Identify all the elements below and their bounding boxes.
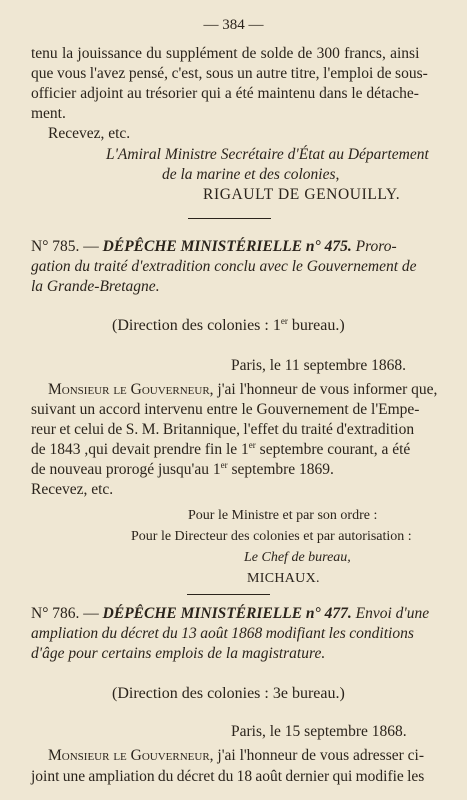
signature-role-1: L'Amiral Ministre Secrétaire d'État au Département [106, 146, 429, 163]
top-closing: Recevez, etc. [48, 125, 131, 142]
top-line-2: que vous l'avez pensé, c'est, sous un autre titre, l'emploi de sous- [31, 65, 428, 82]
doc785-date: Paris, le 11 septembre 1868. [231, 357, 407, 374]
signature-name: RIGAULT DE GENOUILLY. [203, 186, 401, 203]
doc785-number: N° 785. — [31, 238, 103, 255]
doc785-salutation: Monsieur le Gouverneur, [48, 381, 214, 398]
doc786-title: DÉPÊCHE MINISTÉRIELLE n° 477. [102, 605, 352, 622]
doc786-heading-line-3: d'âge pour certains emplois de la magistrature. [31, 645, 326, 662]
doc786-salutation: Monsieur le Gouverneur, [48, 747, 214, 764]
doc785-signature-3: Le Chef de bureau, [244, 550, 351, 565]
doc786-body-line-1: Monsieur le Gouverneur, j'ai l'honneur de vous adresser ci- [48, 747, 425, 764]
top-line-1: tenu la jouissance du supplément de solde de 300 francs, ainsi [31, 45, 420, 62]
doc785-direction: (Direction des colonies : 1er bureau.) [112, 316, 345, 334]
top-line-3: officier adjoint au trésorier qui a été maintenu dans le détache- [31, 85, 419, 102]
doc785-heading-line-3: la Grande-Bretagne. [31, 278, 160, 295]
doc785-body-line-4: de 1843 ,qui devait prendre fin le 1er septembre courant, a été [31, 440, 411, 458]
separator-rule-1 [188, 218, 271, 219]
doc785-body-line-2: suivant un accord intervenu entre le Gouvernement de l'Empe- [31, 401, 420, 418]
doc785-signature-name: MICHAUX. [247, 571, 320, 586]
doc785-heading-line-1 [31, 237, 397, 256]
separator-rule-2 [187, 594, 270, 595]
doc786-direction: (Direction des colonies : 3e bureau.) [112, 685, 345, 702]
doc785-body-line-1: Monsieur le Gouverneur, j'ai l'honneur de vous informer que, [48, 381, 438, 398]
doc785-signature-1: Pour le Ministre et par son ordre : [188, 508, 378, 523]
doc785-title: DÉPÊCHE MINISTÉRIELLE n° 475. [102, 238, 352, 255]
doc786-subject-start: Envoi d'une [351, 605, 430, 622]
top-line-4: ment. [31, 105, 66, 122]
doc785-body-line-5: de nouveau prorogé jusqu'au 1er septembre 1869. [31, 460, 334, 478]
doc786-date: Paris, le 15 septembre 1868. [231, 723, 407, 740]
signature-role-2: de la marine et des colonies, [162, 166, 340, 183]
doc785-closing: Recevez, etc. [31, 481, 114, 498]
doc785-subject-start: Proro- [351, 238, 397, 255]
doc786-body-line-2: joint une ampliation du décret du 18 août dernier qui modifie les [31, 768, 425, 785]
doc786-heading-line-1 [31, 604, 429, 623]
page-number: — 384 — [203, 17, 264, 33]
doc785-signature-2: Pour le Directeur des colonies et par autorisation : [131, 529, 412, 544]
doc786-heading-line-2: ampliation du décret du 13 août 1868 modifiant les conditions [31, 625, 414, 642]
doc785-body-line-3: reur et celui de S. M. Britannique, l'effet du traité d'extradition [31, 421, 415, 438]
doc785-heading-line-2: gation du traité d'extradition conclu avec le Gouvernement de [31, 258, 417, 275]
doc786-number: N° 786. — [31, 605, 103, 622]
